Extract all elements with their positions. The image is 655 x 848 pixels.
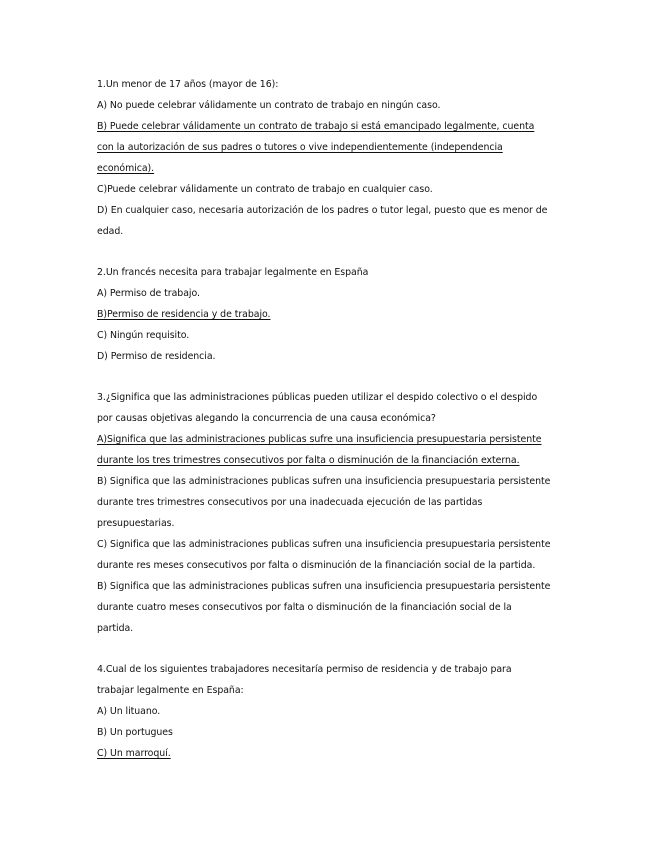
question-3-option-d: B) Significa que las administraciones publicas sufren una insuficiencia presupuestaria persistente <box>97 581 551 592</box>
question-3-title-cont: por causas objetivas alegando la concurrencia de una causa económica? <box>97 413 436 424</box>
question-1-option-b-correct-cont: con la autorización de sus padres o tutores o vive independientemente (independencia <box>97 142 503 153</box>
question-3-option-a-correct-cont: durante los tres trimestres consecutivos por falta o disminución de la financiación externa. <box>97 455 520 466</box>
question-3-option-c: C) Significa que las administraciones publicas sufren una insuficiencia presupuestaria persistente <box>97 539 551 550</box>
question-1-option-d-cont: edad. <box>97 226 124 237</box>
question-3-option-a-correct: A)Significa que las administraciones publicas sufre una insuficiencia presupuestaria persistente <box>97 434 542 445</box>
question-3-option-c-cont: durante res meses consecutivos por falta o disminución de la financiación social de la partida. <box>97 560 536 571</box>
question-4-title-cont: trabajar legalmente en España: <box>97 685 244 696</box>
question-4-option-c-correct: C) Un marroquí. <box>97 748 171 759</box>
question-3-option-b: B) Significa que las administraciones publicas sufren una insuficiencia presupuestaria persistente <box>97 476 551 487</box>
question-2-option-a: A) Permiso de trabajo. <box>97 288 200 299</box>
question-1-option-a: A) No puede celebrar válidamente un contrato de trabajo en ningún caso. <box>97 100 441 111</box>
question-2-option-d: D) Permiso de residencia. <box>97 351 216 362</box>
question-1-option-b-correct-cont: económica). <box>97 163 155 174</box>
question-1-option-d: D) En cualquier caso, necesaria autorización de los padres o tutor legal, puesto que es menor de <box>97 205 548 216</box>
question-2-option-b-correct: B)Permiso de residencia y de trabajo. <box>97 309 271 320</box>
question-3-option-d-cont: durante cuatro meses consecutivos por falta o disminución de la financiación social de la <box>97 602 512 613</box>
question-1-option-c: C)Puede celebrar válidamente un contrato de trabajo en cualquier caso. <box>97 184 433 195</box>
question-4-option-b: B) Un portugues <box>97 727 173 738</box>
question-2-title: 2.Un francés necesita para trabajar legalmente en España <box>97 267 369 278</box>
question-3-option-b-cont: durante tres trimestres consecutivos por una inadecuada ejecución de las partidas <box>97 497 483 508</box>
question-1-title: 1.Un menor de 17 años (mayor de 16): <box>97 79 279 90</box>
question-4-title: 4.Cual de los siguientes trabajadores necesitaría permiso de residencia y de trabajo para <box>97 664 512 675</box>
question-1-option-b-correct: B) Puede celebrar válidamente un contrato de trabajo si está emancipado legalmente, cuenta <box>97 121 535 132</box>
question-4-option-a: A) Un lituano. <box>97 706 161 717</box>
question-3-title: 3.¿Significa que las administraciones públicas pueden utilizar el despido colectivo o el despido <box>97 392 538 403</box>
question-3-option-b-cont: presupuestarias. <box>97 518 175 529</box>
question-2-option-c: C) Ningún requisito. <box>97 330 190 341</box>
question-3-option-d-cont: partida. <box>97 623 134 634</box>
